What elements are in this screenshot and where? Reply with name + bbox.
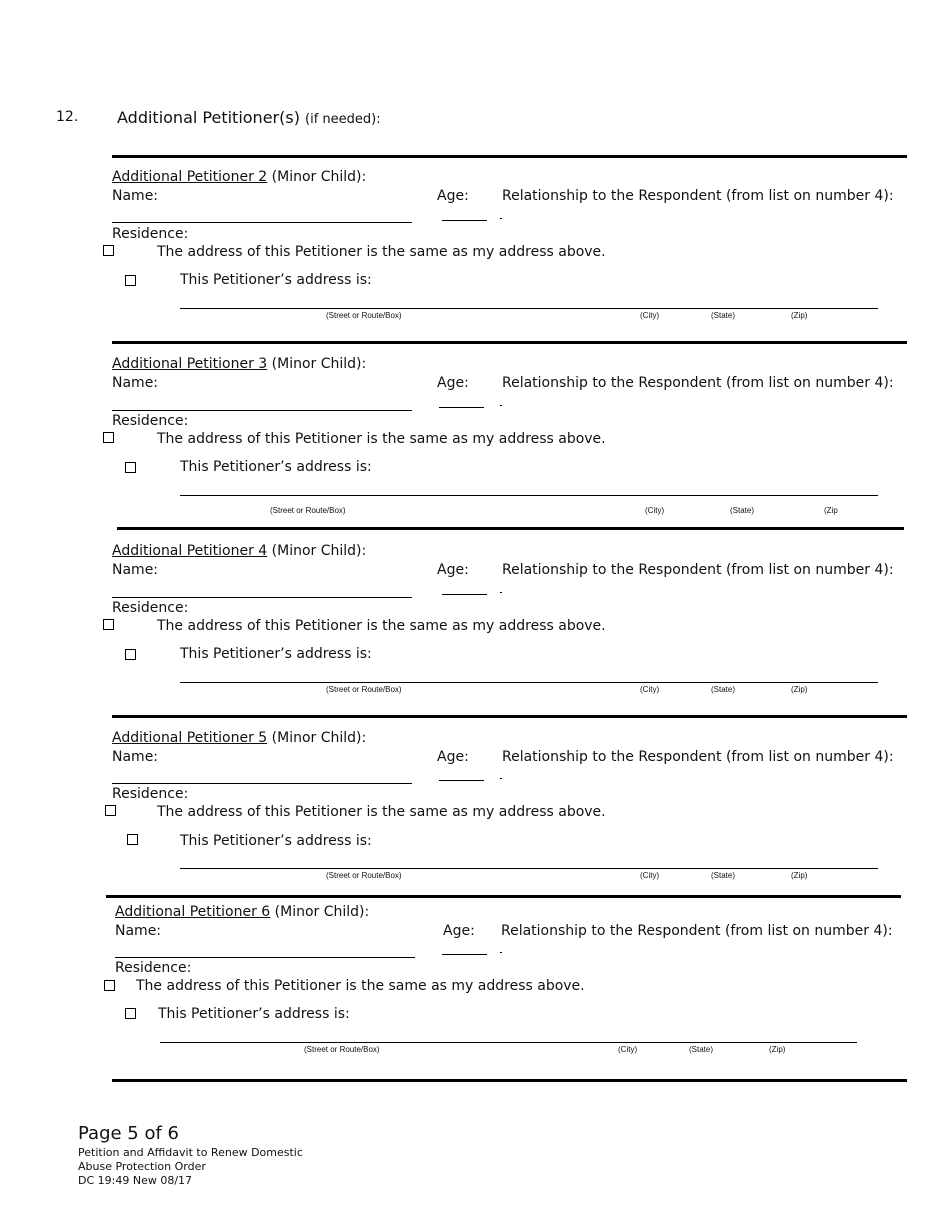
petitioner-5-heading <box>112 731 366 745</box>
section-title-note: (if needed): <box>305 112 381 127</box>
petitioner-title: Additional Petitioner 3 <box>112 356 268 372</box>
relationship-field[interactable] <box>500 405 502 406</box>
section-divider <box>112 341 907 344</box>
name-label: Name: <box>112 562 159 578</box>
footer-form-title <box>78 1146 303 1187</box>
address-is-checkbox[interactable] <box>125 462 136 473</box>
address-is-text: This Petitioner’s address is: <box>180 272 372 288</box>
state-caption: (State) <box>711 871 736 880</box>
name-field[interactable] <box>112 222 412 223</box>
address-is-text: This Petitioner’s address is: <box>180 833 372 849</box>
age-label: Age: <box>437 188 469 204</box>
residence-label: Residence: <box>112 600 189 616</box>
address-field[interactable] <box>180 495 878 496</box>
city-caption: (City) <box>640 871 660 880</box>
section-divider <box>106 895 901 898</box>
age-field[interactable] <box>442 594 487 595</box>
relationship-label: Relationship to the Respondent (from list on number 4): <box>502 562 894 578</box>
section-title-text: Additional Petitioner(s) <box>117 108 300 127</box>
age-field[interactable] <box>439 407 484 408</box>
same-address-checkbox[interactable] <box>103 619 114 630</box>
petitioner-title: Additional Petitioner 6 <box>115 904 271 920</box>
footer-line-2: Abuse Protection Order <box>78 1159 206 1173</box>
same-address-text: The address of this Petitioner is the same as my address above. <box>157 804 606 820</box>
address-is-checkbox[interactable] <box>127 834 138 845</box>
state-caption: (State) <box>730 506 755 515</box>
address-field[interactable] <box>180 868 878 869</box>
relationship-label: Relationship to the Respondent (from list on number 4): <box>502 188 894 204</box>
same-address-text: The address of this Petitioner is the same as my address above. <box>157 618 606 634</box>
name-label: Name: <box>115 923 162 939</box>
same-address-checkbox[interactable] <box>104 980 115 991</box>
relationship-field[interactable] <box>500 778 502 779</box>
address-is-text: This Petitioner’s address is: <box>158 1006 350 1022</box>
name-field[interactable] <box>115 957 415 958</box>
footer-form-code: DC 19:49 New 08/17 <box>78 1173 193 1187</box>
petitioner-4-heading <box>112 544 366 558</box>
petitioner-suffix: (Minor Child): <box>271 169 367 185</box>
street-caption: (Street or Route/Box) <box>326 685 402 694</box>
same-address-text: The address of this Petitioner is the same as my address above. <box>136 978 585 994</box>
petitioner-suffix: (Minor Child): <box>274 904 370 920</box>
residence-label: Residence: <box>115 960 192 976</box>
name-label: Name: <box>112 749 159 765</box>
section-divider <box>112 155 907 158</box>
petitioner-3-heading <box>112 357 366 371</box>
age-field[interactable] <box>442 954 487 955</box>
address-is-checkbox[interactable] <box>125 1008 136 1019</box>
section-divider <box>112 715 907 718</box>
petitioner-suffix: (Minor Child): <box>271 543 367 559</box>
residence-label: Residence: <box>112 413 189 429</box>
address-field[interactable] <box>180 682 878 683</box>
state-caption: (State) <box>711 311 736 320</box>
address-field[interactable] <box>180 308 878 309</box>
residence-label: Residence: <box>112 786 189 802</box>
zip-caption: (Zip <box>824 506 838 515</box>
petitioner-title: Additional Petitioner 4 <box>112 543 268 559</box>
zip-caption: (Zip) <box>769 1045 786 1054</box>
zip-caption: (Zip) <box>791 311 808 320</box>
age-field[interactable] <box>442 220 487 221</box>
age-field[interactable] <box>439 780 484 781</box>
city-caption: (City) <box>640 685 660 694</box>
relationship-field[interactable] <box>500 592 502 593</box>
relationship-field[interactable] <box>500 218 502 219</box>
age-label: Age: <box>437 562 469 578</box>
city-caption: (City) <box>645 506 665 515</box>
petitioner-6-heading <box>115 905 369 919</box>
petitioner-suffix: (Minor Child): <box>271 356 367 372</box>
address-field[interactable] <box>160 1042 857 1043</box>
state-caption: (State) <box>689 1045 714 1054</box>
street-caption: (Street or Route/Box) <box>270 506 346 515</box>
city-caption: (City) <box>618 1045 638 1054</box>
address-is-checkbox[interactable] <box>125 275 136 286</box>
relationship-field[interactable] <box>500 952 502 953</box>
address-is-text: This Petitioner’s address is: <box>180 646 372 662</box>
age-label: Age: <box>437 749 469 765</box>
name-field[interactable] <box>112 410 412 411</box>
name-field[interactable] <box>112 597 412 598</box>
petitioner-2-heading <box>112 170 366 184</box>
city-caption: (City) <box>640 311 660 320</box>
same-address-text: The address of this Petitioner is the same as my address above. <box>157 431 606 447</box>
footer-line-1: Petition and Affidavit to Renew Domestic <box>78 1146 303 1159</box>
petitioner-title: Additional Petitioner 5 <box>112 730 268 746</box>
zip-caption: (Zip) <box>791 871 808 880</box>
zip-caption: (Zip) <box>791 685 808 694</box>
street-caption: (Street or Route/Box) <box>326 871 402 880</box>
same-address-checkbox[interactable] <box>103 432 114 443</box>
state-caption: (State) <box>711 685 736 694</box>
relationship-label: Relationship to the Respondent (from list on number 4): <box>501 923 893 939</box>
section-title <box>117 108 381 127</box>
age-label: Age: <box>443 923 475 939</box>
street-caption: (Street or Route/Box) <box>304 1045 380 1054</box>
same-address-checkbox[interactable] <box>105 805 116 816</box>
section-divider <box>117 527 904 530</box>
same-address-text: The address of this Petitioner is the same as my address above. <box>157 244 606 260</box>
name-label: Name: <box>112 375 159 391</box>
section-divider <box>112 1079 907 1082</box>
section-number: 12. <box>56 109 79 125</box>
relationship-label: Relationship to the Respondent (from list on number 4): <box>502 375 894 391</box>
address-is-checkbox[interactable] <box>125 649 136 660</box>
name-label: Name: <box>112 188 159 204</box>
petitioner-title: Additional Petitioner 2 <box>112 169 268 185</box>
residence-label: Residence: <box>112 226 189 242</box>
same-address-checkbox[interactable] <box>103 245 114 256</box>
address-is-text: This Petitioner’s address is: <box>180 459 372 475</box>
petitioner-suffix: (Minor Child): <box>271 730 367 746</box>
relationship-label: Relationship to the Respondent (from list on number 4): <box>502 749 894 765</box>
age-label: Age: <box>437 375 469 391</box>
street-caption: (Street or Route/Box) <box>326 311 402 320</box>
name-field[interactable] <box>112 783 412 784</box>
page-number: Page 5 of 6 <box>78 1123 179 1144</box>
